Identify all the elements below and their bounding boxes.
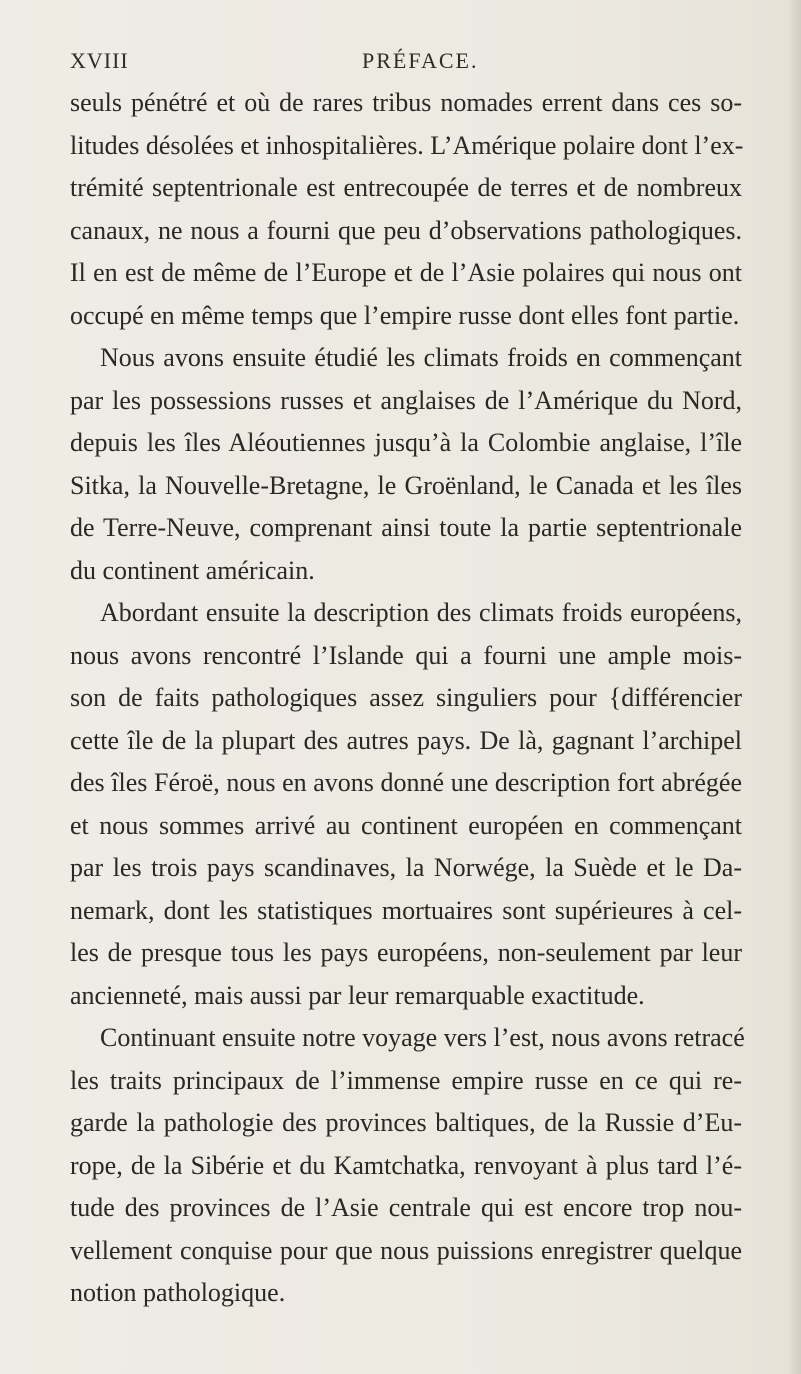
- text-line: vellement conquise pour que nous puissions enregistrer quelque: [70, 1235, 742, 1265]
- text-line: trémité septentrionale est entrecoupée de terres et de nombreux: [70, 173, 742, 202]
- text-line: ancienneté, mais aussi par leur remarquable exactitude.: [70, 980, 645, 1010]
- text-line: Nous avons ensuite étudié les climats froids en commençant: [100, 343, 742, 372]
- text-line: seuls pénétré et où de rares tribus nomades errent dans ces so-: [70, 88, 742, 117]
- text-line: notion pathologique.: [70, 1278, 286, 1307]
- text-line: du continent américain.: [70, 555, 315, 585]
- text-line: litudes désolées et inhospitalières. L’Amérique polaire dont l’ex-: [70, 130, 744, 160]
- page-number: XVIII: [70, 48, 129, 73]
- running-header: [70, 48, 750, 78]
- text-line: son de faits pathologiques assez singuliers pour {différencier: [70, 683, 742, 712]
- text-line: Abordant ensuite la description des climats froids européens,: [100, 598, 742, 627]
- text-line: nous avons rencontré l’Islande qui a fourni une ample mois-: [70, 640, 742, 670]
- text-line: et nous sommes arrivé au continent européen en commençant: [70, 810, 742, 840]
- text-line: par les trois pays scandinaves, la Norwége, la Suède et le Da-: [70, 853, 742, 882]
- text-line: des îles Féroë, nous en avons donné une description fort abrégée: [70, 768, 742, 797]
- text-line: les traits principaux de l’immense empire russe en ce qui re-: [70, 1065, 742, 1095]
- text-line: Continuant ensuite notre voyage vers l’est, nous avons retracé: [100, 1023, 745, 1052]
- text-line: cette île de la plupart des autres pays. De là, gagnant l’archipel: [70, 725, 742, 755]
- running-title: PRÉFACE.: [362, 48, 479, 73]
- text-line: de Terre-Neuve, comprenant ainsi toute la partie septentrionale: [70, 513, 742, 542]
- text-line: nemark, dont les statistiques mortuaires sont supérieures à cel-: [70, 895, 742, 925]
- text-line: tude des provinces de l’Asie centrale qui est encore trop nou-: [70, 1193, 742, 1222]
- text-line: occupé en même temps que l’empire russe dont elles font partie.: [70, 300, 740, 330]
- text-line: les de presque tous les pays européens, non-seulement par leur: [70, 938, 742, 967]
- page-edge-shadow: [787, 0, 801, 1374]
- text-line: Il en est de même de l’Europe et de l’Asie polaires qui nous ont: [70, 258, 742, 287]
- text-line: depuis les îles Aléoutiennes jusqu’à la Colombie anglaise, l’île: [70, 428, 742, 457]
- text-line: par les possessions russes et anglaises de l’Amérique du Nord,: [70, 385, 742, 415]
- text-line: Sitka, la Nouvelle-Bretagne, le Groënland, le Canada et les îles: [70, 470, 742, 500]
- text-line: rope, de la Sibérie et du Kamtchatka, renvoyant à plus tard l’é-: [70, 1150, 742, 1180]
- text-line: canaux, ne nous a fourni que peu d’observations pathologiques.: [70, 215, 742, 245]
- body-text: [70, 82, 745, 1315]
- text-line: garde la pathologie des provinces baltiques, de la Russie d’Eu-: [70, 1108, 742, 1137]
